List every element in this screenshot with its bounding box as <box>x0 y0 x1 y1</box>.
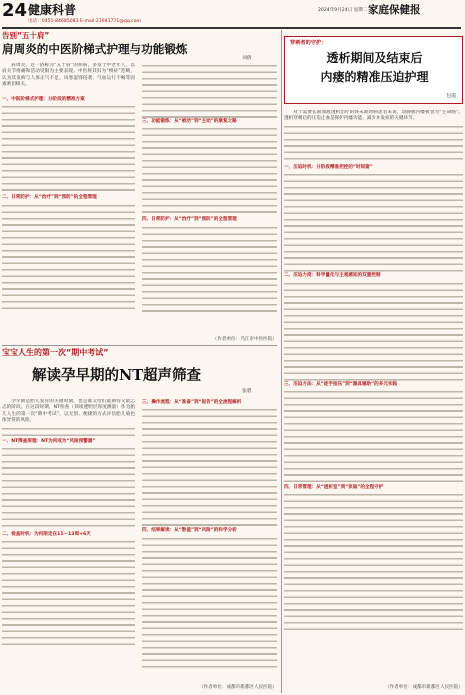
body-column-left <box>2 63 135 343</box>
page-header <box>0 0 465 30</box>
section-heading: 四、日常管理：从“透析室”到“家庭”的全程守护 <box>284 485 384 491</box>
article-headline-line1: 透析期间及结束后 <box>326 51 423 65</box>
body-column-right <box>142 399 277 691</box>
section-heading: 二、压迫力度：科学量化与主观感知的双重控制 <box>284 273 381 279</box>
article-author: 包霞 <box>446 94 456 99</box>
body-lines <box>2 203 135 313</box>
body-text-filler <box>2 90 135 96</box>
publish-date: 2024年9月24日 星期二 <box>318 8 368 13</box>
article-headline-line2: 内瘘的精准压迫护理 <box>320 70 429 84</box>
article-nt-screening <box>2 347 277 693</box>
section-heading: 三、压迫方法：从“徒手按压”到“器具辅助”的多元实践 <box>284 381 398 387</box>
body-lines <box>284 281 463 381</box>
section-heading: 二、日常防护：从“治疗”到“预防”的全程管理 <box>2 195 97 201</box>
body-lines <box>142 407 277 527</box>
article-fistula-care <box>284 30 463 693</box>
body-lines <box>284 172 463 272</box>
body-lines <box>142 63 277 118</box>
article-source: （作者单位：成都市新都区人民医院） <box>384 685 463 690</box>
section-title: 健康科普 <box>28 3 77 17</box>
body-lines <box>142 536 277 671</box>
section-heading: 二、检查时机：为何限定在11～13周+6天 <box>2 532 91 538</box>
article-kicker: 宝宝人生的第一次“期中考试” <box>2 348 109 357</box>
section-heading: 四、日常防护：从“治疗”到“预防”的全程管理 <box>142 217 237 223</box>
section-heading: 三、功能锻炼：从“被动”到“主动”的康复之路 <box>142 119 237 124</box>
article-headline: 肩周炎的中医阶梯式护理与功能锻炼 <box>2 42 188 56</box>
article-body <box>2 399 277 691</box>
article-author: 张碧 <box>242 389 252 394</box>
column-divider <box>281 30 282 693</box>
article-headline: 解读孕早期的NT超声筛查 <box>32 367 202 384</box>
section-heading: 一、中医阶梯式护理：分阶段的精准方案 <box>2 97 85 103</box>
section-heading: 四、结果解读：从“数值”到“风险”的科学分析 <box>142 528 237 534</box>
body-lines <box>2 446 135 531</box>
article-kicker: 穿刺者的守护： <box>290 40 327 46</box>
article-body <box>284 110 463 691</box>
page-number: 24 <box>2 0 28 21</box>
article-kicker: 告别“五十肩” <box>2 31 50 40</box>
contact-info: 电话：0451-84685083 E-mail:21941771@qq.com <box>28 19 142 24</box>
section-heading: 三、操作流程：从“准备”到“报告”的全流程解析 <box>142 400 242 405</box>
body-lines <box>2 426 135 438</box>
header-rule <box>2 27 461 29</box>
body-lines <box>284 124 463 164</box>
masthead: 家庭保健报 <box>368 4 421 16</box>
article-source: （作者单位：成都市新都区人民医院） <box>198 685 277 690</box>
article-author: 刘倩 <box>242 56 252 61</box>
body-lines <box>284 389 463 484</box>
body-lines <box>142 126 277 216</box>
body-lines <box>2 104 135 194</box>
body-lines <box>2 539 135 649</box>
article-source: （作者单位：乌江市中医医院） <box>212 337 277 342</box>
article-body <box>2 63 277 343</box>
article-frozen-shoulder <box>2 30 277 345</box>
article-intro: 肩周炎，这一俗称为“五十肩”的疾病，多发于中老年人，以肩关节疼痛和活动受限为主要表现。中医将其归为“痹症”范畴，认为其发病与人体正气不足、风寒湿邪侵袭、气血运行不畅等因素密切相关。 <box>2 63 135 88</box>
headline-box <box>284 36 463 104</box>
body-column-left <box>2 399 135 691</box>
divider <box>2 345 277 346</box>
section-heading: 一、NT筛查原理：NT为何成为“风险预警器” <box>2 438 96 444</box>
body-lines <box>142 225 277 315</box>
section-heading: 一、压迫时机：分阶段精准把控的“时间窗” <box>284 164 373 170</box>
article-intro: 对于需要长期血液透析治疗的终末期肾病患者来说，动静脉内瘘被誉为“生命线”。透析穿刺后的压迫止血是保护内瘘功能、减少并发症的关键环节。 <box>284 110 463 122</box>
body-lines <box>284 492 463 632</box>
body-column-right <box>142 63 277 343</box>
article-intro: 孕早期是胎儿发育的关键时期，也是准父母们最期待又最忐忑的阶段。在这段时期，NT检查（颈项透明层厚度测量）作为胎儿人生的第一次“期中考试”，以无创、便捷的方式评估胎儿染色体异常的风险。 <box>2 399 135 424</box>
